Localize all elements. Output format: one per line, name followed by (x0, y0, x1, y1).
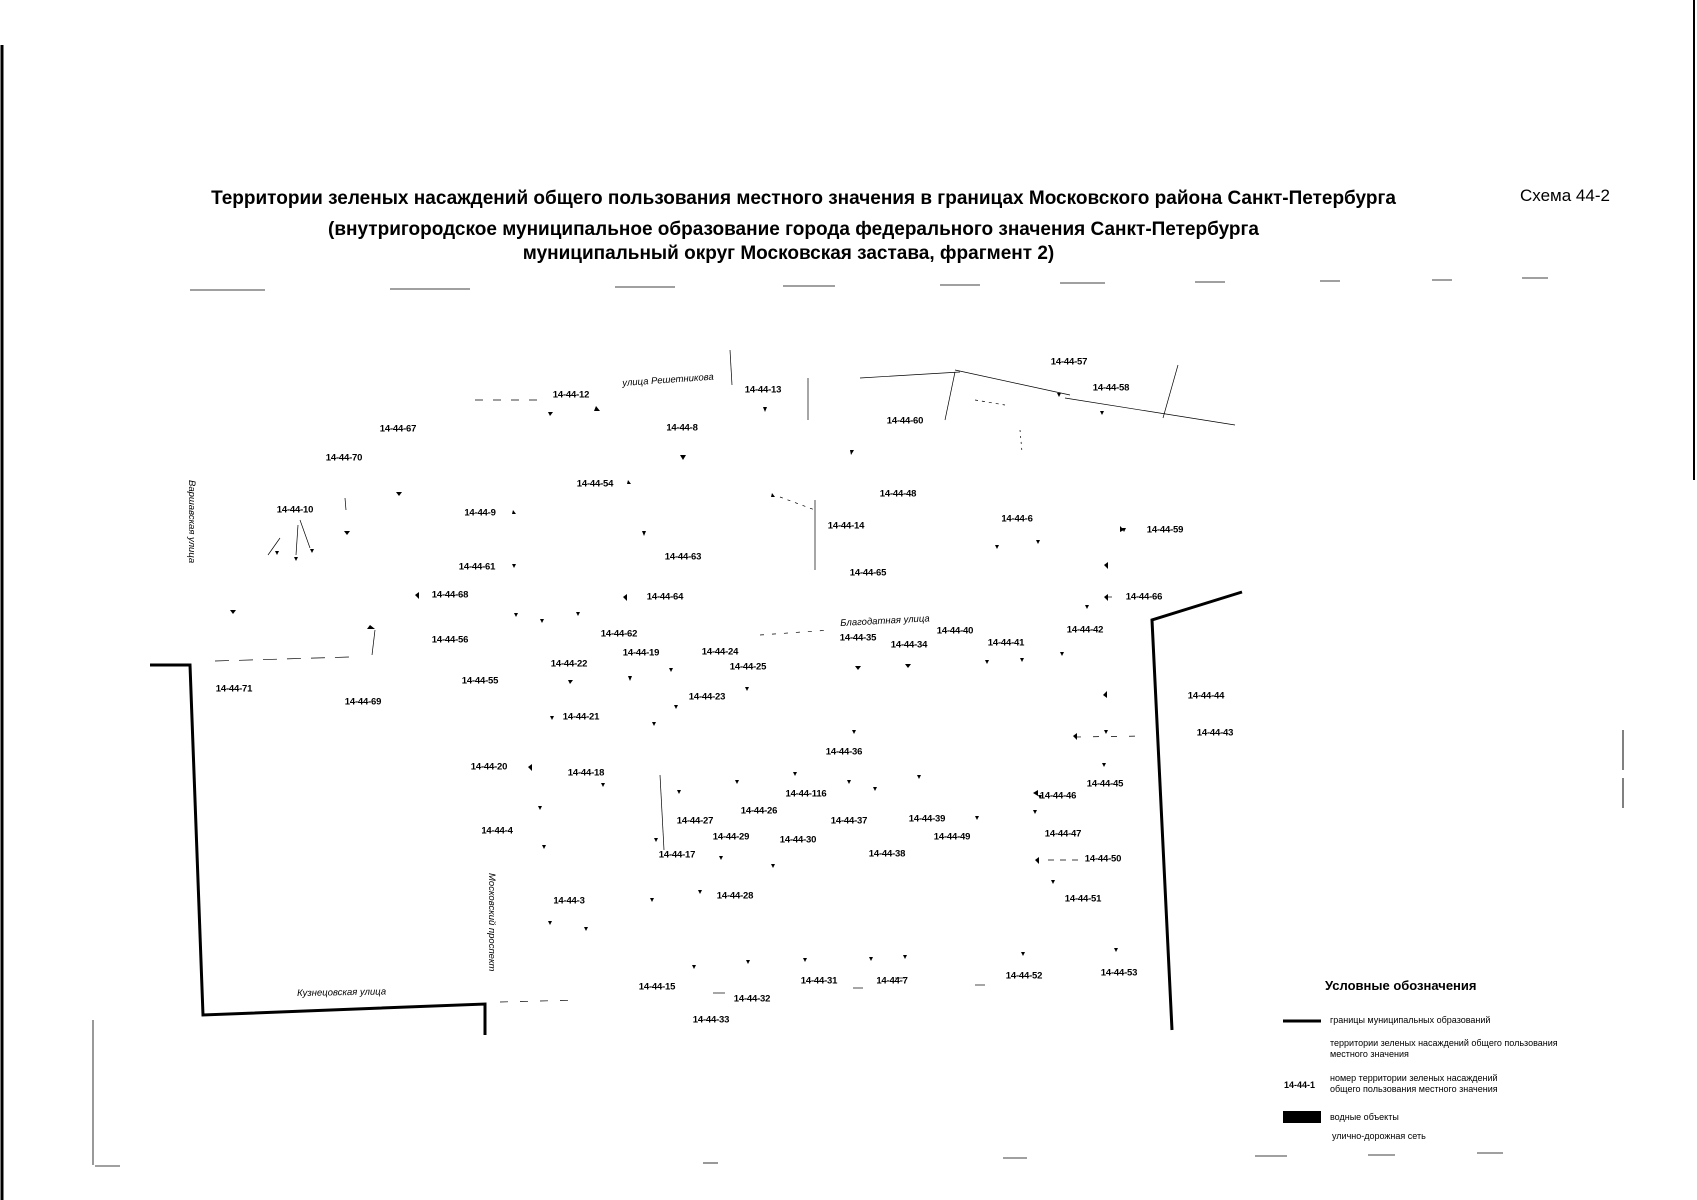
legend-boundary-text: границы муниципальных образований (1330, 1015, 1491, 1025)
map-title-line2: (внутригородское муниципальное образование города федерального значения Санкт-Петербурга (328, 219, 1259, 240)
territory-label: 14-44-48 (879, 488, 917, 500)
territory-label: 14-44-15 (638, 981, 676, 993)
territory-label: 14-44-71 (215, 683, 253, 695)
territory-label: 14-44-21 (562, 711, 600, 723)
territory-label: 14-44-51 (1064, 893, 1102, 905)
map-title-line1: Территории зеленых насаждений общего пользования местного значения в границах Московского района Санкт-Петербурга (211, 188, 1396, 209)
territory-label: 14-44-39 (908, 813, 946, 825)
street-kuznetsovskaya: Кузнецовская улица (297, 986, 387, 999)
territory-label: 14-44-37 (830, 815, 868, 827)
territory-label: 14-44-13 (744, 384, 782, 396)
street-moskovsky: Московский проспект (486, 873, 497, 972)
territory-label: 14-44-26 (740, 805, 778, 817)
map-title-line3: муниципальный округ Московская застава, фрагмент 2) (522, 243, 1055, 264)
territory-label: 14-44-28 (716, 890, 754, 902)
territory-label: 14-44-43 (1196, 727, 1234, 739)
territory-label: 14-44-63 (664, 551, 702, 563)
territory-label: 14-44-30 (779, 834, 817, 846)
territory-label: 14-44-33 (692, 1014, 730, 1026)
territory-label: 14-44-23 (688, 691, 726, 703)
legend-number-text-1: номер территории зеленых насаждений (1330, 1073, 1498, 1083)
territory-label: 14-44-24 (701, 646, 739, 658)
territory-markers (230, 393, 1126, 972)
territory-label: 14-44-36 (825, 746, 863, 758)
territory-label: 14-44-53 (1100, 967, 1138, 979)
legend-water-text: водные объекты (1330, 1112, 1399, 1122)
territory-label: 14-44-41 (987, 637, 1025, 649)
territory-label: 14-44-17 (658, 849, 696, 861)
territory-label: 14-44-55 (461, 675, 499, 687)
street-blagodatnaya: Благодатная улица (840, 613, 930, 629)
municipal-boundary-east (1152, 592, 1242, 1030)
territory-label: 14-44-69 (344, 696, 382, 708)
territory-label: 14-44-56 (431, 634, 469, 646)
legend-water-swatch (1283, 1111, 1321, 1123)
territory-label: 14-44-27 (676, 815, 714, 827)
territory-label: 14-44-60 (886, 415, 924, 427)
territory-label: 14-44-19 (622, 647, 660, 659)
territory-label: 14-44-32 (733, 993, 771, 1005)
territory-label: 14-44-70 (325, 452, 363, 464)
territory-label: 14-44-68 (431, 589, 469, 601)
territory-label: 14-44-3 (553, 895, 585, 907)
street-varshavskaya: Варшавская улица (186, 480, 197, 564)
scheme-number: Схема 44-2 (1520, 186, 1610, 205)
legend-green-text-2: местного значения (1330, 1049, 1409, 1059)
legend-title: Условные обозначения (1325, 978, 1477, 993)
territory-label: 14-44-34 (890, 639, 928, 651)
territory-label: 14-44-44 (1187, 690, 1225, 702)
legend-green-text-1: территории зеленых насаждений общего пользования (1330, 1038, 1558, 1048)
territory-label: 14-44-9 (464, 507, 496, 519)
territory-label: 14-44-116 (785, 788, 827, 800)
territory-label: 14-44-29 (712, 831, 750, 843)
territory-label: 14-44-20 (470, 761, 508, 773)
territory-label: 14-44-61 (458, 561, 496, 573)
territory-label: 14-44-14 (827, 520, 865, 532)
territory-label: 14-44-8 (666, 422, 698, 434)
territory-label: 14-44-10 (276, 504, 314, 516)
territory-label: 14-44-46 (1039, 790, 1077, 802)
street-reshetnikova: улица Решетникова (622, 371, 715, 389)
territory-label: 14-44-57 (1050, 356, 1088, 368)
territory-label: 14-44-58 (1092, 382, 1130, 394)
territory-label: 14-44-42 (1066, 624, 1104, 636)
legend-number-text-2: общего пользования местного значения (1330, 1084, 1498, 1094)
legend-roads-text: улично-дорожная сеть (1332, 1131, 1426, 1141)
territory-label: 14-44-54 (576, 478, 614, 490)
territory-label: 14-44-18 (567, 767, 605, 779)
separator-dashes-bottom (95, 1153, 1503, 1166)
territory-label: 14-44-45 (1086, 778, 1124, 790)
territory-label: 14-44-31 (800, 975, 838, 987)
territory-label: 14-44-59 (1146, 524, 1184, 536)
territory-label: 14-44-7 (876, 975, 908, 987)
territory-label: 14-44-64 (646, 591, 684, 603)
legend-boundary-line (1283, 1018, 1323, 1024)
territory-label: 14-44-47 (1044, 828, 1082, 840)
territory-label: 14-44-22 (550, 658, 588, 670)
territory-label: 14-44-4 (481, 825, 513, 837)
territory-label: 14-44-52 (1005, 970, 1043, 982)
territory-label: 14-44-66 (1125, 591, 1163, 603)
territory-label: 14-44-62 (600, 628, 638, 640)
territory-label: 14-44-12 (552, 389, 590, 401)
legend-number-sample: 14-44-1 (1284, 1080, 1316, 1090)
territory-label: 14-44-38 (868, 848, 906, 860)
territory-label: 14-44-35 (839, 632, 877, 644)
territory-label: 14-44-6 (1001, 513, 1033, 525)
territory-label: 14-44-67 (379, 423, 417, 435)
territory-label: 14-44-25 (729, 661, 767, 673)
territory-label: 14-44-65 (849, 567, 887, 579)
territory-label: 14-44-50 (1084, 853, 1122, 865)
territory-label: 14-44-40 (936, 625, 974, 637)
municipal-boundary-west (150, 665, 485, 1035)
territory-label: 14-44-49 (933, 831, 971, 843)
separator-dashes-top (190, 278, 1548, 290)
